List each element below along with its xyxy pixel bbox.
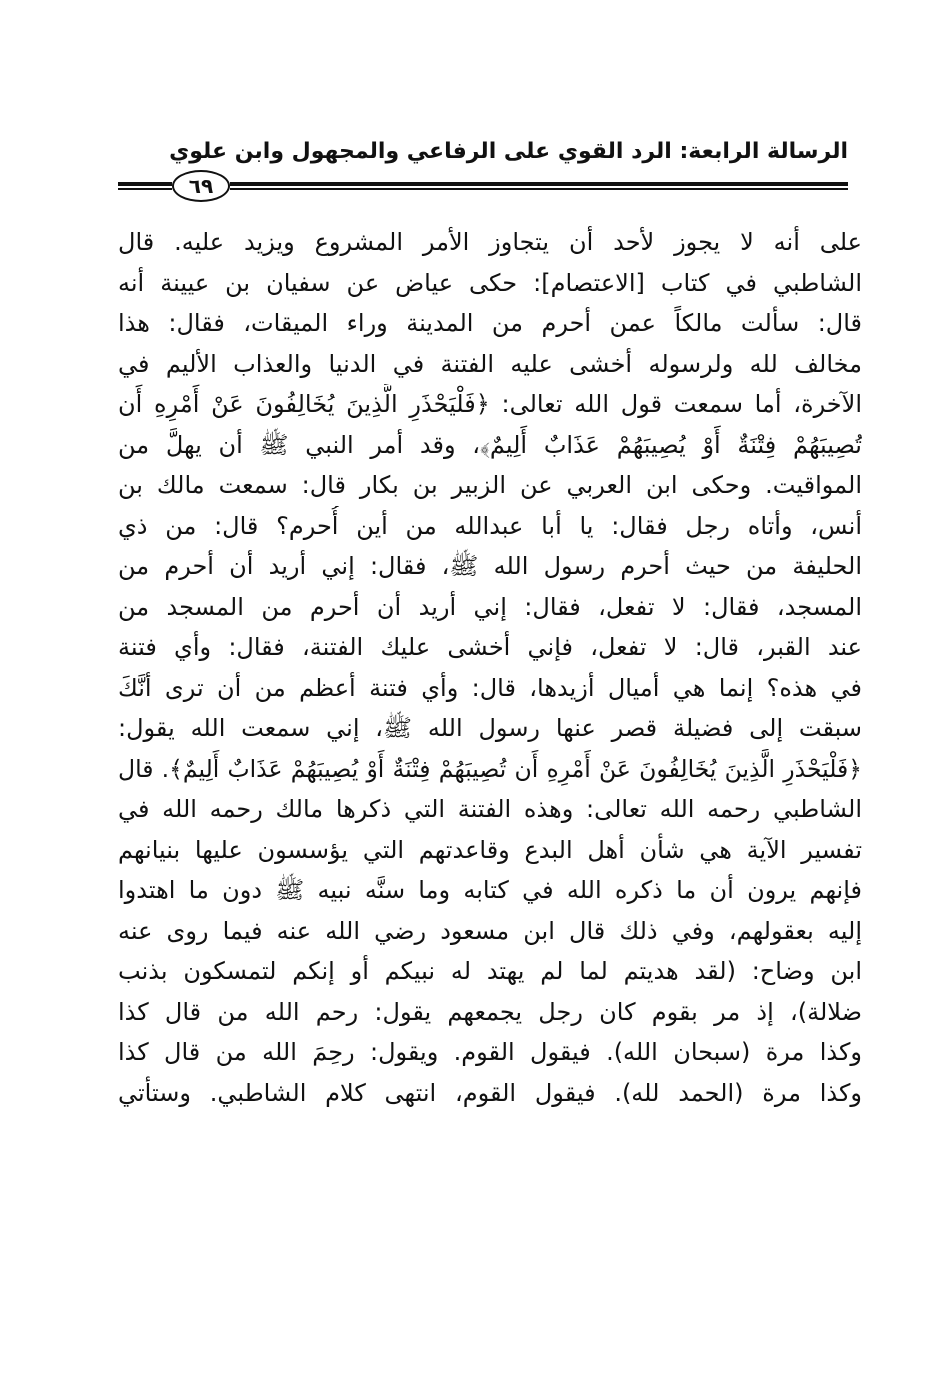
text-line: الحليفة من حيث أحرم رسول الله ﷺ، فقال: إني أريد أن أحرم من: [118, 552, 862, 580]
text-line: وكذا مرة (سبحان الله). فيقول القوم. ويقول: رحِمَ الله من قال كذا: [118, 1038, 862, 1066]
text-line: مخالف لله ولرسوله أخشى عليه الفتنة في الدنيا والعذاب الأليم في: [118, 349, 862, 378]
header-rule-right: [230, 182, 848, 190]
text-line: أنس، وأتاه رجل فقال: يا أبا عبدالله من أين أُحرم؟ قال: من ذي: [118, 511, 862, 540]
text-line: المواقيت. وحكى ابن العربي عن الزبير بن بكار قال: سمعت مالك بن: [118, 471, 862, 499]
header-rule-left: [118, 182, 172, 190]
text-line: ابن وضاح: (لقد هديتم لما لم يهتد له نبيكم أو إنكم لتمسكون بذنب: [118, 957, 862, 985]
text-line: الآخرة، أما سمعت قول الله تعالى: ﴿فَلْيَحْذَرِ الَّذِينَ يُخَالِفُونَ عَنْ أَمْرِهِ أَن: [118, 390, 862, 418]
text-line: تُصِيبَهُمْ فِتْنَةٌ أَوْ يُصِيبَهُمْ عَذَابٌ أَلِيمٌ﴾، وقد أمر النبي ﷺ أن يهلَّ من: [118, 430, 862, 459]
text-line: الشاطبي رحمه الله تعالى: وهذه الفتنة التي ذكرها مالك رحمه الله في: [118, 795, 862, 823]
text-line: تفسير الآية هي شأن أهل البدع وقاعدتهم التي يؤسسون عليها بنيانهم: [118, 835, 862, 864]
text-line: عند القبر، قال: لا تفعل، فإني أخشى عليك الفتنة، فقال: وأي فتنة: [118, 633, 862, 661]
header-rule: [118, 168, 848, 204]
running-header: الرسالة الرابعة: الرد القوي على الرفاعي والمجهول وابن علوي: [169, 139, 848, 164]
body-text: [118, 222, 862, 1113]
text-line: الشاطبي في كتاب [الاعتصام]: حكى عياض عن سفيان بن عيينة أنه: [118, 268, 862, 297]
text-line: سبقت إلى فضيلة قصر عنها رسول الله ﷺ، إني سمعت الله يقول:: [118, 714, 862, 742]
text-line: وكذا مرة (الحمد لله). فيقول القوم، انتهى كلام الشاطبي. وستأتي: [118, 1078, 862, 1107]
text-line: فإنهم يرون أن ما ذكره الله في كتابه وما سنَّه نبيه ﷺ دون ما اهتدوا: [118, 876, 862, 904]
text-line: ﴿فَلْيَحْذَرِ الَّذِينَ يُخَالِفُونَ عَنْ أَمْرِهِ أَن تُصِيبَهُمْ فِتْنَةٌ أَوْ يُصِيبَهُمْ عَذَابٌ أَلِيمٌ﴾. قال: [118, 754, 862, 783]
text-line: على أنه لا يجوز لأحد أن يتجاوز الأمر المشروع ويزيد عليه. قال: [118, 228, 862, 256]
text-line: ضلالة)، إذ مر بقوم كان رجل يجمعهم يقول: رحم الله من قال كذا: [118, 997, 862, 1026]
page-number: ٦٩: [172, 170, 230, 202]
text-line: في هذه؟ إنما هي أميال أزيدها، قال: وأي فتنة أعظم من أن ترى أنَّكَ: [118, 673, 862, 702]
text-line: المسجد، فقال: لا تفعل، فقال: إني أريد أن أحرم من المسجد من: [118, 592, 862, 621]
text-line: إليه بعقولهم، وفي ذلك قال ابن مسعود رضي الله عنه فيما روى عنه: [118, 916, 862, 945]
text-line: قال: سألت مالكاً عمن أحرم من المدينة وراء الميقات، فقال: هذا: [118, 309, 862, 337]
